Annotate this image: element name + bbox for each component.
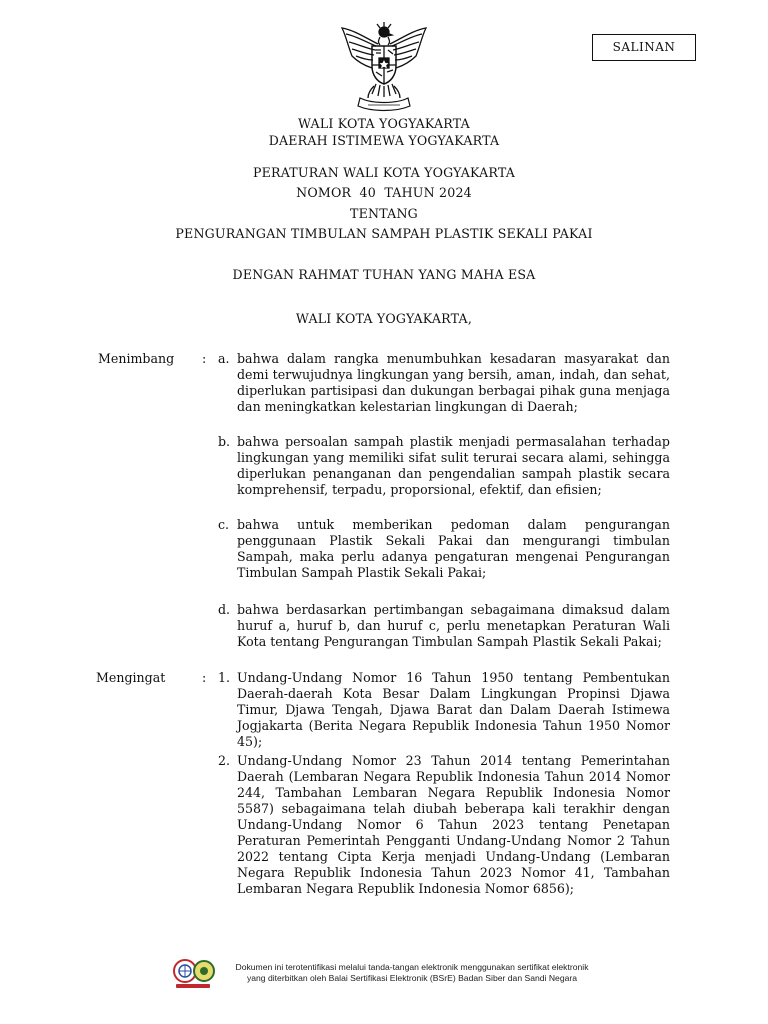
item-marker: a. — [218, 351, 230, 366]
footer-line: Dokumen ini terotentifikasi melalui tanda-tangan elektronik menggunakan sertifikat elektronik — [235, 962, 589, 972]
list-item — [218, 351, 670, 415]
item-text: Undang-Undang Nomor 23 Tahun 2014 tentang Pemerintahan Daerah (Lembaran Negara Republik Indonesia Tahun 2014 Nomor 244, Tambahan Lembaran Negara Republik Indonesia Nomor 5587) sebagaimana telah diubah beberapa kali terakhir dengan Undang-Undang Nomor 6 Tahun 2023 tentang Penetapan Peraturan Pemerintah Pengganti Undang-Undang Nomor 2 Tahun 2022 tentang Cipta Kerja menjadi Undang-Undang (Lembaran Negara Republik Indonesia Tahun 2023 Nomor 41, Tambahan Lembaran Negara Republik Indonesia Nomor 6856); — [237, 753, 670, 896]
menimbang-label: Menimbang — [98, 351, 175, 366]
blessing-line: DENGAN RAHMAT TUHAN YANG MAHA ESA — [232, 267, 536, 282]
item-text: bahwa untuk memberikan pedoman dalam pengurangan penggunaan Plastik Sekali Pakai dan mengurangi timbulan Sampah, maka perlu adanya pengaturan mengenai Pengurangan Timbulan Sampah Plastik Sekali Pakai; — [237, 517, 670, 580]
issuer-title: WALI KOTA YOGYAKARTA — [298, 116, 470, 131]
item-marker: d. — [218, 602, 231, 617]
list-item — [218, 434, 670, 498]
item-text: Undang-Undang Nomor 16 Tahun 1950 tentang Pembentukan Daerah-daerah Kota Besar Dalam Lingkungan Propinsi Djawa Timur, Djawa Tengah, Djawa Barat dan Dalam Daerah Istimewa Jogjakarta (Berita Negara Republik Indonesia Tahun 1950 Nomor 45); — [237, 670, 670, 749]
regulation-about: TENTANG — [350, 206, 418, 221]
regulation-number: NOMOR 40 TAHUN 2024 — [296, 185, 472, 200]
item-marker: b. — [218, 434, 231, 449]
regulation-title: PERATURAN WALI KOTA YOGYAKARTA — [252, 165, 516, 180]
list-item — [218, 753, 670, 897]
list-item — [218, 602, 670, 650]
mengingat-label: Mengingat — [96, 670, 166, 685]
bsre-logo-icon — [172, 956, 216, 990]
item-text: bahwa berdasarkan pertimbangan sebagaimana dimaksud dalam huruf a, huruf b, dan huruf c, perlu menetapkan Peraturan Wali Kota tentang Pengurangan Timbulan Sampah Plastik Sekali Pakai; — [237, 602, 670, 649]
menimbang-colon: : — [202, 351, 207, 366]
issuer-line: WALI KOTA YOGYAKARTA, — [295, 311, 473, 326]
garuda-emblem-icon — [332, 22, 436, 112]
item-text: bahwa persoalan sampah plastik menjadi permasalahan terhadap lingkungan yang memiliki sifat sulit terurai secara alami, sehingga diperlukan penanganan dan pengendalian sampah plastik secara komprehensif, terpadu, proporsional, efektif, dan efisien; — [237, 434, 670, 497]
item-marker: 2. — [218, 753, 231, 768]
salinan-stamp: SALINAN — [592, 34, 696, 61]
mengingat-colon: : — [202, 670, 207, 685]
item-text: bahwa dalam rangka menumbuhkan kesadaran masyarakat dan demi terwujudnya lingkungan yang bersih, aman, indah, dan sehat, diperlukan partisipasi dan dukungan berbagai pihak guna menjaga dan meningkatkan kelestarian lingkungan di Daerah; — [237, 351, 670, 414]
region-title: DAERAH ISTIMEWA YOGYAKARTA — [268, 133, 500, 148]
item-marker: 1. — [218, 670, 231, 685]
footer-line: yang diterbitkan oleh Balai Sertifikasi Elektronik (BSrE) Badan Siber dan Sandi Negara — [246, 973, 578, 983]
list-item — [218, 670, 670, 750]
regulation-subject: PENGURANGAN TIMBULAN SAMPAH PLASTIK SEKALI PAKAI — [175, 226, 593, 241]
item-marker: c. — [218, 517, 230, 532]
e-signature-notice — [222, 962, 602, 984]
list-item — [218, 517, 670, 581]
